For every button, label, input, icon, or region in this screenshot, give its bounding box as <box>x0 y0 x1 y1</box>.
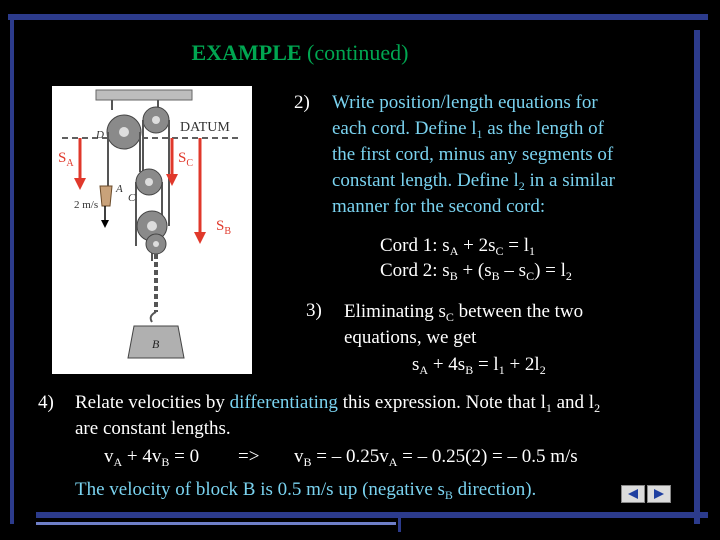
sa-label: $S_A$ <box>58 150 74 169</box>
triangle-left-icon <box>626 488 640 500</box>
frame-bottom-line-2 <box>36 522 396 525</box>
frame-top-line <box>8 14 708 20</box>
step2-line5: manner for the second cord: <box>332 196 546 217</box>
pulley-diagram <box>52 86 252 374</box>
step4-number: 4) <box>38 392 54 413</box>
frame-right-line <box>694 30 700 524</box>
step2-line3: the first cord, minus any segments of <box>332 144 614 165</box>
step3-line1: Eliminating $s_C$ between the two <box>344 301 584 324</box>
speed-label: 2 m/s <box>74 199 99 211</box>
prev-slide-button[interactable] <box>621 485 645 503</box>
step3-equation: $s_A + 4s_B = l_1 + 2l_2$ <box>412 354 546 377</box>
step3-text <box>344 299 684 351</box>
step2-line2: each cord. Define $l_1$ as the length of <box>332 118 604 141</box>
step3-number: 3) <box>306 300 322 321</box>
label-b: B <box>152 337 160 351</box>
step4-conclusion: The velocity of block B is 0.5 m/s up (negative $s_B$ direction). <box>75 479 537 502</box>
slide-navigation <box>621 485 671 503</box>
step4-eq1: $v_A + 4v_B = 0$ <box>104 446 200 469</box>
frame-bottom-tick <box>398 512 401 532</box>
ceiling-support <box>96 90 192 100</box>
step2-number: 2) <box>294 92 310 113</box>
step4-eq2: $v_B$ = – $0.25v_A$ = – 0.25(2) = – 0.5 m/s <box>294 446 578 469</box>
slide-title: EXAMPLE (continued) <box>191 40 409 65</box>
step4-line1: Relate velocities by differentiating this expression. Note that $l_1$ and $l_2$ <box>75 392 601 415</box>
pulley-figure <box>52 86 252 374</box>
cord2-equation: Cord 2: $s_B + (s_B - s_C) = l_2$ <box>380 260 572 283</box>
step4-line2: are constant lengths. <box>75 418 231 439</box>
differentiating-highlight: differentiating <box>229 392 338 413</box>
frame-bottom-line <box>36 512 708 518</box>
frame-left-line <box>10 14 14 524</box>
step2-text <box>332 90 692 220</box>
step2-line1: Write position/length equations for <box>332 92 598 113</box>
label-c: C <box>128 192 136 204</box>
next-slide-button[interactable] <box>647 485 671 503</box>
step3-line2: equations, we get <box>344 327 477 348</box>
cord1-equation: Cord 1: $s_A + 2s_C = l_1$ <box>380 235 535 258</box>
step4-arrow: => <box>238 446 260 467</box>
step2-line4: constant length. Define $l_2$ in a similar <box>332 170 616 193</box>
triangle-right-icon <box>652 488 666 500</box>
sc-label: $S_C$ <box>178 150 194 169</box>
hand-a <box>100 186 112 206</box>
sb-label: $S_B$ <box>216 218 232 237</box>
label-a: A <box>116 183 123 195</box>
datum-label: DATUM <box>180 120 230 135</box>
label-d: D <box>96 129 104 141</box>
